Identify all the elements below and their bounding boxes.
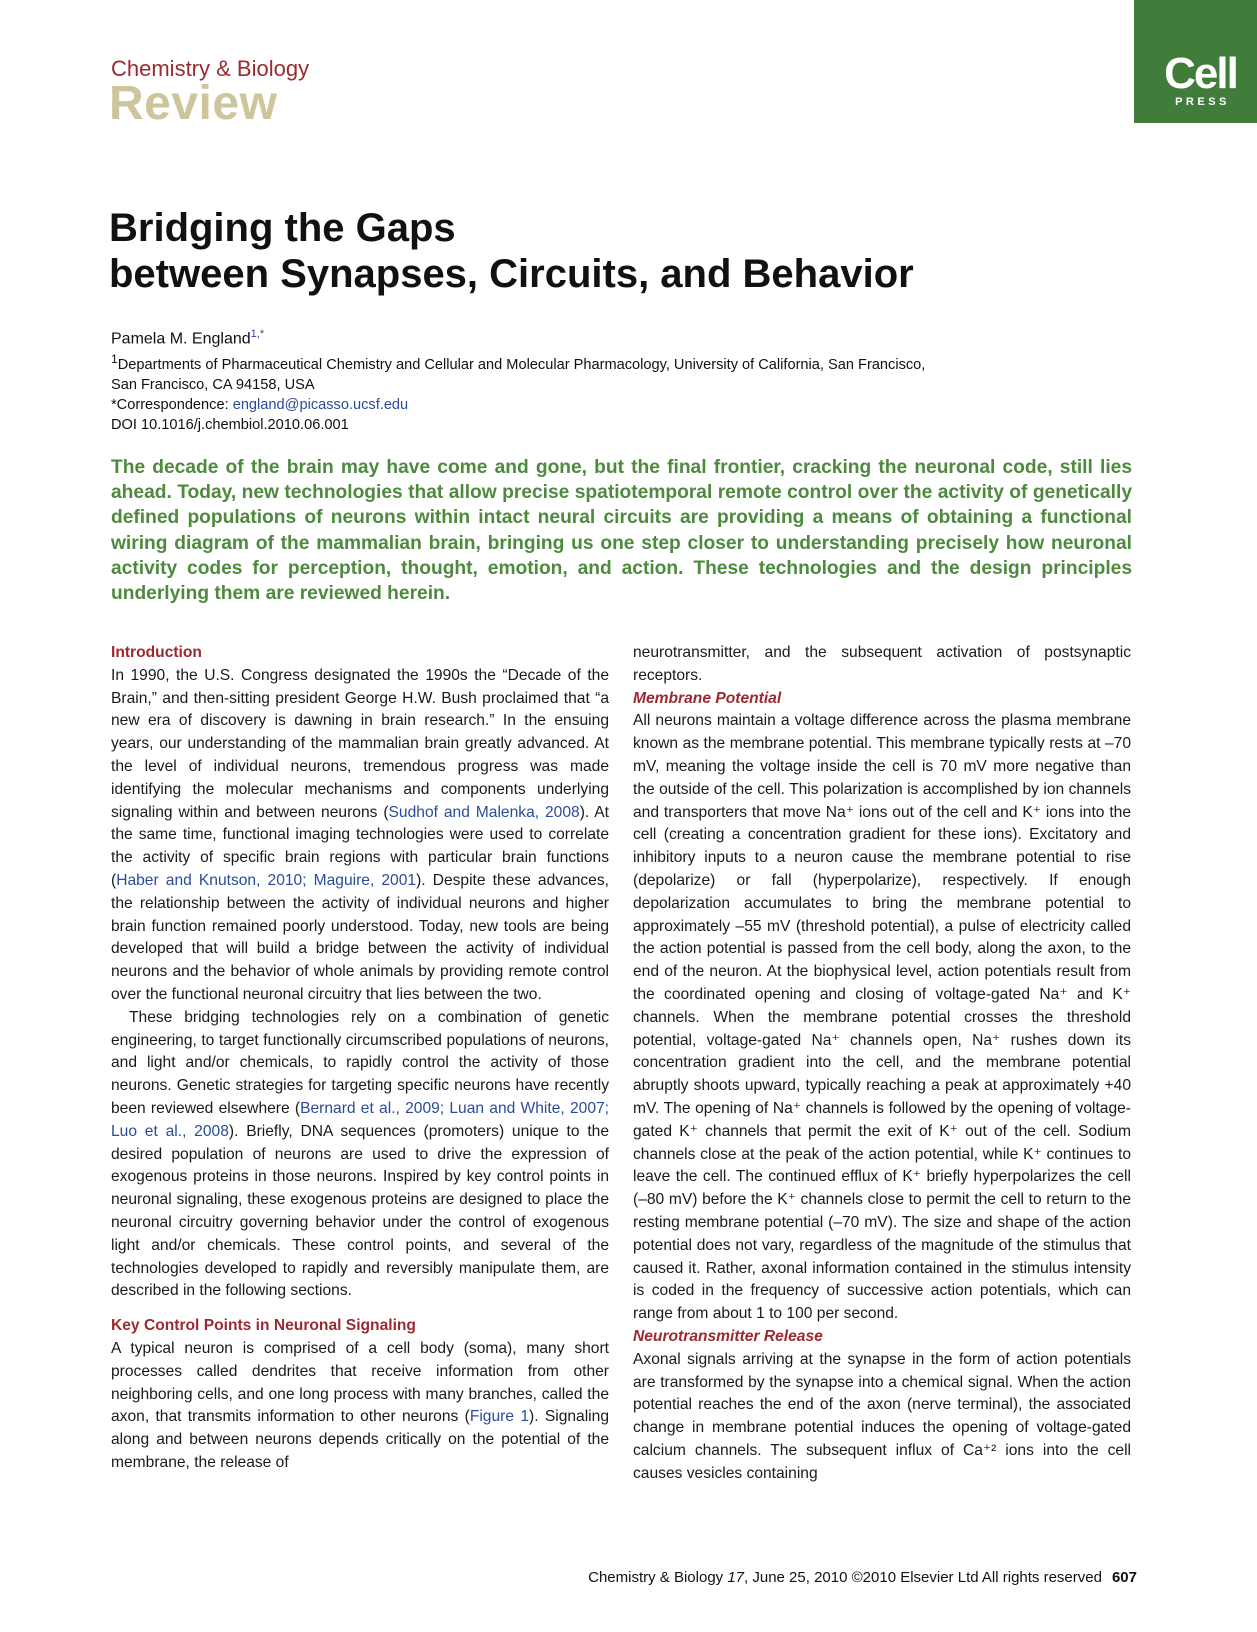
correspondence-line: *Correspondence: england@picasso.ucsf.edu — [111, 396, 409, 413]
correspondence-email-link[interactable]: england@picasso.ucsf.edu — [232, 396, 409, 413]
title-line-2: between Synapses, Circuits, and Behavior — [109, 252, 914, 296]
page-number: 607 — [1111, 1569, 1137, 1586]
author-name: Pamela M. England — [111, 330, 251, 348]
affiliation-line-2: San Francisco, CA 94158, USA — [111, 376, 315, 393]
right-column — [633, 642, 1131, 1485]
title-line-1: Bridging the Gaps — [109, 206, 456, 250]
key-control-points-heading: Key Control Points in Neuronal Signaling — [111, 1317, 416, 1335]
introduction-heading: Introduction — [111, 644, 202, 661]
citation-link[interactable]: Haber and Knutson, 2010; Maguire, 2001 — [116, 871, 417, 889]
continued-paragraph: neurotransmitter, and the subsequent activation of postsynaptic receptors. — [633, 644, 1131, 684]
introduction-paragraph-2: These bridging technologies rely on a combination of genetic engineering, to target functionally circumscribed populations of neurons, and light and/or chemicals, to rapidly control the activity of those neurons. Genetic strategies for targeting specific neurons have recently been reviewed elsewhere (Bernard et al., 2009; Luan and White, 2007; Luo et al., 2008). Briefly, DNA sequences (promoters) unique to the desired population of neurons are used to drive the expression of exogenous proteins in those neurons. Inspired by key control points in neuronal signaling, these exogenous proteins are designed to place the neuronal circuitry governing behavior under the control of exogenous light and/or chemicals. These control points, and several of the technologies developed to rapidly and reversibly manipulate them, are described in the following sections. — [111, 1008, 610, 1300]
introduction-paragraph-1: In 1990, the U.S. Congress designated the 1990s the “Decade of the Brain,” and then-sitting president George H.W. Bush proclaimed that “a new era of discovery is dawning in brain research.” In the ensuing years, our understanding of the mammalian brain greatly advanced. At the level of individual neurons, tremendous progress was made identifying the molecular mechanisms and components underlying signaling within and between neurons (Sudhof and Malenka, 2008). At the same time, functional imaging technologies were used to correlate the activity of specific brain regions with particular brain functions (Haber and Knutson, 2010; Maguire, 2001). Despite these advances, the relationship between the activity of individual neurons and higher brain function remained poorly understood. Today, new tools are being developed that will build a bridge between the activity of individual neurons and the behavior of whole animals by providing remote control over the functional neuronal circuitry that lies between the two. — [111, 666, 610, 1003]
article-title — [109, 205, 914, 297]
membrane-potential-paragraph: All neurons maintain a voltage difference across the plasma membrane known as the membrane potential. This membrane typically rests at –70 mV, meaning the voltage inside the cell is 70 mV more negative than the outside of the cell. This polarization is accomplished by ion channels and transporters that move Na⁺ ions out of the cell and K⁺ ions into the cell (creating a concentration gradient for these ions). Excitatory and inhibitory inputs to a neuron cause the membrane potential to rise (depolarize) or fall (hyperpolarize), respectively. If enough depolarization accumulates to bring the membrane potential to approximately –55 mV (threshold potential), a pulse of electricity called the action potential is passed from the cell body, along the axon, to the end of the neuron. At the biophysical level, action potentials result from the coordinated opening and closing of voltage-gated Na⁺ and K⁺ channels. When the membrane potential crosses the threshold potential, voltage-gated Na⁺ channels open, Na⁺ rushes down its concentration gradient into the cell, and the membrane potential abruptly shoots upward, typically reaching a peak at approximately +40 mV. The opening of Na⁺ channels is followed by the opening of voltage-gated K⁺ channels that permit the exit of K⁺ out of the cell. Sodium channels close at the peak of the action potential, while K⁺ continues to leave the cell. The continued efflux of K⁺ briefly hyperpolarizes the cell (–80 mV) before the K⁺ channels close to permit the cell to return to the resting membrane potential (–70 mV). The size and shape of the action potential does not vary, regardless of the magnitude of the stimulus that caused it. Rather, axonal information contained in the stimulus intensity is coded in the frequency of successive action potentials, which can range from about 1 to 100 per second. — [633, 712, 1131, 1323]
article-type-label: Review — [109, 77, 278, 130]
left-column — [111, 642, 609, 1475]
affiliation-block — [111, 349, 1151, 435]
section-gap — [111, 1303, 609, 1315]
citation-link[interactable]: Sudhof and Malenka, 2008 — [388, 803, 580, 821]
author-marks[interactable]: 1,* — [250, 328, 265, 340]
cell-logo-text: Cell — [1164, 49, 1237, 98]
affiliation-mark: 1 — [111, 352, 118, 366]
press-logo-text: PRESS — [1175, 96, 1230, 108]
key-control-points-paragraph: A typical neuron is comprised of a cell body (soma), many short processes called dendrites that receive information from other neighboring cells, and one long process with many branches, called the axon, that transmits information to other neurons (Figure 1). Signaling along and between neurons depends critically on the potential of the membrane, the release of — [111, 1339, 609, 1471]
figure-link[interactable]: Figure 1 — [469, 1408, 529, 1426]
neurotransmitter-release-heading: Neurotransmitter Release — [633, 1327, 823, 1345]
cell-press-logo — [1134, 0, 1257, 123]
citation-link[interactable]: Bernard et al., 2009; Luan and White, 2007; Luo et al., 2008 — [111, 1099, 609, 1140]
author-line — [111, 328, 264, 348]
neurotransmitter-release-paragraph: Axonal signals arriving at the synapse in the form of action potentials are transformed by the synapse into a chemical signal. When the action potential reaches the end of the axon (nerve terminal), the associated change in membrane potential induces the opening of voltage-gated calcium channels. The subsequent influx of Ca⁺² ions into the cell causes vesicles containing — [633, 1350, 1131, 1482]
journal-name: Chemistry & Biology — [111, 56, 310, 81]
abstract: The decade of the brain may have come and gone, but the final frontier, cracking the neuronal code, still lies ahead. Today, new technologies that allow precise spatiotemporal remote control over the activity of genetically defined populations of neurons within intact neural circuits are providing a means of obtaining a functional wiring diagram of the mammalian brain, bringing us one step closer to understanding precisely how neuronal activity codes for perception, thought, emotion, and action. These technologies and the design principles underlying them are reviewed herein. — [111, 457, 1132, 605]
membrane-potential-heading: Membrane Potential — [633, 689, 782, 707]
affiliation-line-1: $^1$Departments of Pharmaceutical Chemistry and Cellular and Molecular Pharmacology, University of California, San Francisco, — [111, 352, 926, 373]
page-footer: Chemistry & Biology 17, June 25, 2010 ©2010 Elsevier Ltd All rights reserved 607 — [588, 1569, 1137, 1586]
doi-line: DOI 10.1016/j.chembiol.2010.06.001 — [111, 416, 349, 433]
footer-volume: 17 — [727, 1569, 745, 1586]
